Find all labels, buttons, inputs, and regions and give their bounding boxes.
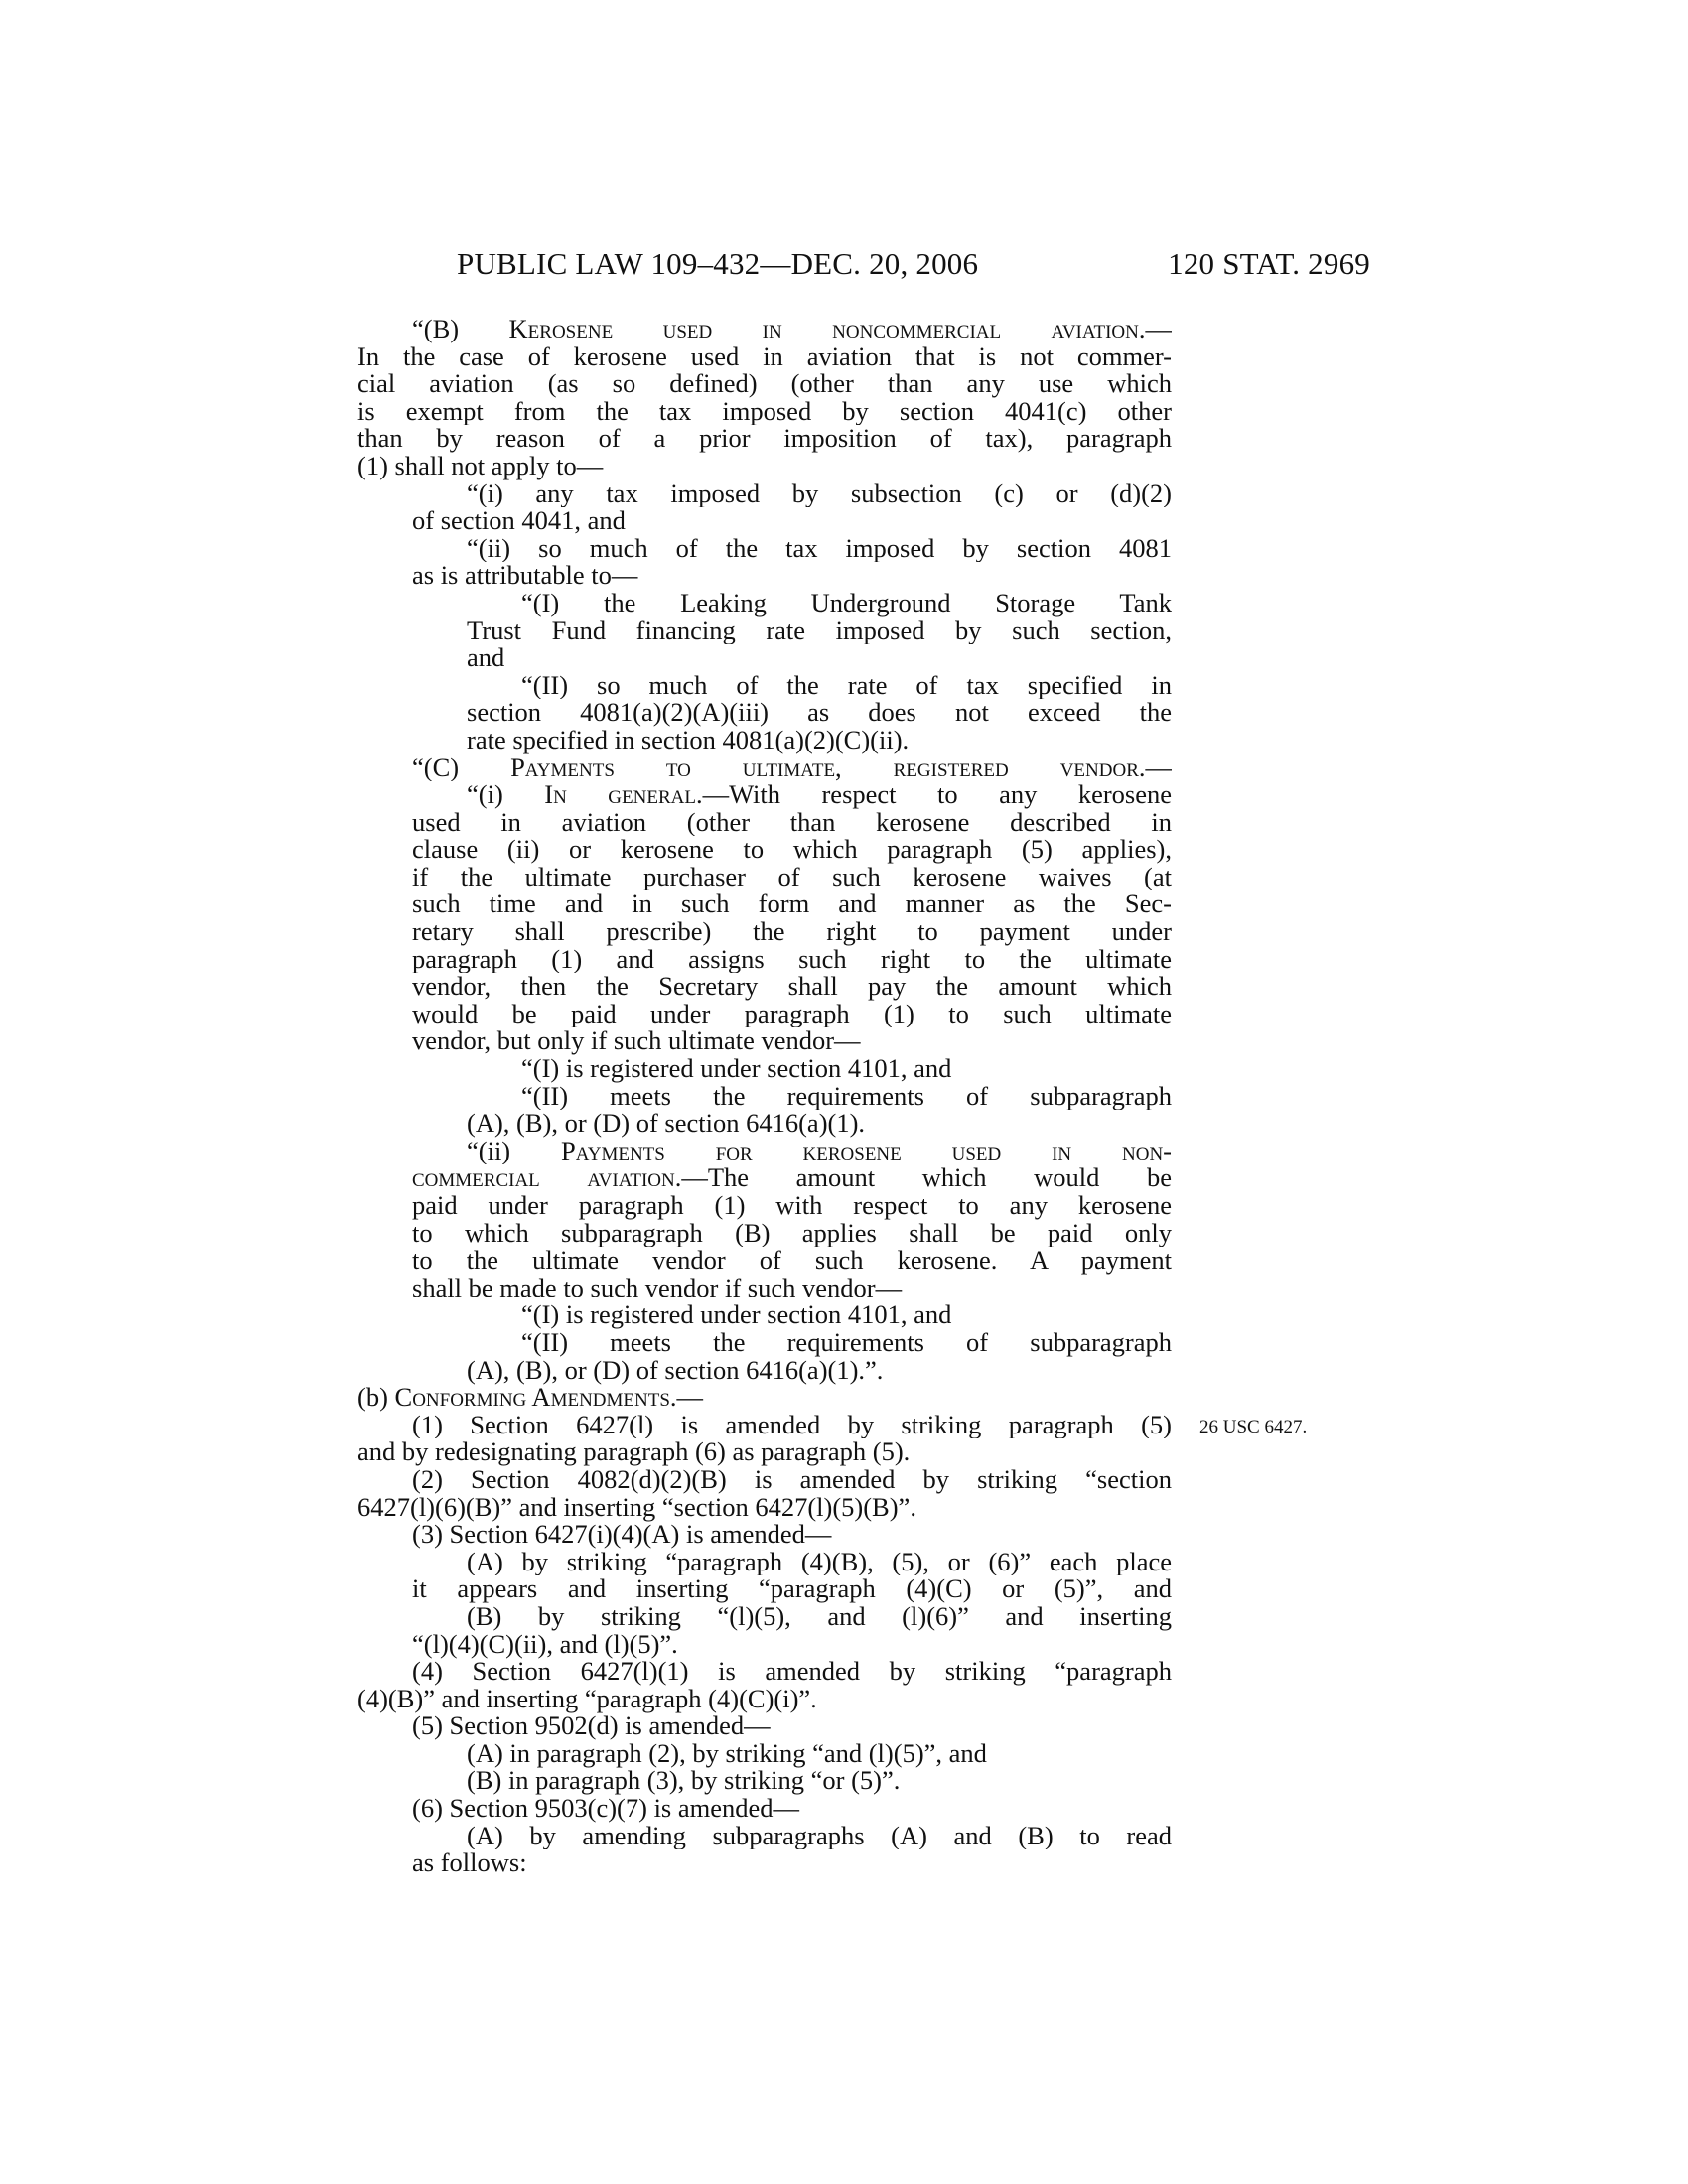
text-segment: section 4081(a)(2)(A)(iii) as does not exceed the [467, 699, 1172, 727]
text-segment: “(B) [412, 316, 509, 343]
small-caps-heading: Payments to ultimate, registered vendor [510, 753, 1139, 782]
text-segment: .— [1138, 316, 1172, 343]
text-line [357, 973, 1172, 1001]
text-segment: is exempt from the tax imposed by section 4041(c) other [357, 397, 1172, 426]
text-line [357, 535, 1172, 563]
text-line [357, 836, 1172, 864]
text-segment: to which subparagraph (B) applies shall be paid only [412, 1219, 1172, 1248]
text-line [357, 1164, 1172, 1192]
text-line [357, 1603, 1172, 1631]
text-line [357, 1795, 1172, 1823]
text-line [357, 672, 1172, 700]
text-line [357, 1466, 1172, 1494]
text-segment: retary shall prescribe) the right to payment under [412, 918, 1172, 946]
text-segment: “(I) the Leaking Underground Storage Tank [521, 589, 1172, 617]
text-segment: (A) by striking “paragraph (4)(B), (5), or (6)” each place [467, 1548, 1172, 1576]
text-line [357, 918, 1172, 946]
text-line [357, 316, 1172, 343]
text-segment: vendor, but only if such ultimate vendor— [412, 1025, 861, 1056]
text-line [357, 1737, 1172, 1768]
text-line [357, 754, 1172, 782]
text-line [357, 1301, 1172, 1329]
text-line [357, 890, 1172, 918]
text-line [357, 644, 1172, 672]
small-caps-heading: Kerosene used in noncommercial aviation [508, 316, 1139, 343]
text-line [357, 1192, 1172, 1220]
text-line [357, 1767, 1172, 1795]
text-line [357, 1329, 1172, 1357]
text-segment: used in aviation (other than kerosene described in [412, 808, 1172, 837]
running-header [457, 246, 1370, 286]
text-segment: “(II) meets the requirements of subparagraph [521, 1328, 1172, 1357]
text-segment: 6427(l)(6)(B)” and inserting “section 6427(l)(5)(B)”. [357, 1491, 916, 1522]
text-line [357, 1272, 1172, 1302]
text-segment: as is attributable to— [412, 560, 638, 591]
text-line [357, 699, 1172, 727]
margin-note: 26 USC 6427. [1199, 1417, 1308, 1437]
text-line [357, 617, 1172, 645]
text-segment: paragraph (1) and assigns such right to the ultimate [412, 945, 1172, 974]
text-line [357, 1220, 1172, 1248]
small-caps-heading: In general [544, 781, 696, 809]
text-segment: (A), (B), or (D) of section 6416(a)(1). [467, 1108, 866, 1139]
text-segment: (A), (B), or (D) of section 6416(a)(1).”. [467, 1354, 884, 1385]
text-segment: and by redesignating paragraph (6) as paragraph (5). [357, 1436, 911, 1467]
text-segment: to the ultimate vendor of such kerosene. A payment [412, 1247, 1172, 1275]
text-segment: (6) Section 9503(c)(7) is amended— [412, 1793, 800, 1824]
text-segment: “(ii) so much of the tax imposed by section 4081 [467, 534, 1172, 563]
text-segment: (B) by striking “(l)(5), and (l)(6)” and inserting [467, 1602, 1172, 1631]
text-segment: .— [669, 1382, 704, 1413]
text-segment: vendor, then the Secretary shall pay the amount which [412, 973, 1172, 1001]
text-segment: (2) Section 4082(d)(2)(B) is amended by striking “section [412, 1465, 1172, 1494]
text-line [357, 1384, 1172, 1412]
text-line [357, 1412, 1172, 1439]
text-line [357, 450, 1172, 480]
text-line [357, 1001, 1172, 1028]
text-line [357, 398, 1172, 426]
text-segment: as follows: [412, 1847, 527, 1878]
text-segment: Trust Fund financing rate imposed by such section, [467, 616, 1172, 645]
text-segment: “(II) so much of the rate of tax specified in [521, 671, 1172, 700]
text-line [357, 1247, 1172, 1275]
text-segment: (3) Section 6427(i)(4)(A) is amended— [412, 1519, 832, 1550]
text-segment: .—The amount which would be [674, 1164, 1172, 1192]
text-line [357, 480, 1172, 508]
text-segment: rate specified in section 4081(a)(2)(C)(ii). [467, 724, 910, 754]
text-segment: .— [1138, 753, 1172, 782]
text-segment: (1) Section 6427(l) is amended by striking paragraph (5) [412, 1411, 1172, 1439]
text-line [357, 507, 1172, 535]
text-segment: shall be made to such vendor if such vendor— [412, 1272, 903, 1302]
text-segment: if the ultimate purchaser of such kerosene waives (at [412, 863, 1172, 891]
text-segment: paid under paragraph (1) with respect to any kerosene [412, 1192, 1172, 1220]
text-segment: “(ii) [467, 1137, 562, 1165]
text-segment: (4) Section 6427(l)(1) is amended by striking “paragraph [412, 1658, 1172, 1686]
text-segment: .—With respect to any kerosene [695, 781, 1172, 809]
text-line [357, 1138, 1172, 1165]
text-line [357, 724, 1172, 754]
text-line [357, 864, 1172, 891]
text-segment: “(i) any tax imposed by subsection (c) or (d)(2) [467, 479, 1172, 508]
text-segment: (A) in paragraph (2), by striking “and (l)(5)”, and [467, 1737, 987, 1768]
text-line [357, 425, 1172, 453]
text-line [357, 946, 1172, 974]
text-segment: would be paid under paragraph (1) to such ultimate [412, 1000, 1172, 1028]
text-segment: (5) Section 9502(d) is amended— [412, 1710, 771, 1741]
text-line [357, 1575, 1172, 1603]
text-line [357, 1549, 1172, 1576]
text-line [357, 1628, 1172, 1659]
text-segment: it appears and inserting “paragraph (4)(C) or (5)”, and [412, 1575, 1172, 1603]
text-line [357, 1823, 1172, 1850]
text-segment: (A) by amending subparagraphs (A) and (B) to read [467, 1822, 1172, 1850]
text-line [357, 590, 1172, 617]
text-line [357, 1110, 1172, 1138]
text-line [357, 1354, 1172, 1385]
text-segment: “(i) [467, 781, 545, 809]
small-caps-heading: Conforming Amendments [394, 1382, 670, 1413]
text-segment: (b) [357, 1382, 395, 1413]
text-line [357, 1055, 1172, 1083]
text-line [357, 1658, 1172, 1686]
text-line [357, 1712, 1172, 1740]
text-segment: In the case of kerosene used in aviation that is not commer- [357, 342, 1172, 371]
text-segment: and [467, 642, 505, 673]
text-line [357, 1083, 1172, 1111]
small-caps-heading: commercial aviation [412, 1164, 675, 1192]
text-segment: than by reason of a prior imposition of tax), paragraph [357, 425, 1172, 453]
text-segment: “(II) meets the requirements of subparagraph [521, 1082, 1172, 1111]
text-line [357, 781, 1172, 809]
header-stat-page: 120 STAT. 2969 [1168, 246, 1370, 281]
text-line [357, 809, 1172, 837]
text-segment: (1) shall not apply to— [357, 450, 604, 480]
text-segment: (4)(B)” and inserting “paragraph (4)(C)(i)”. [357, 1683, 817, 1713]
text-line [357, 370, 1172, 398]
text-line [357, 1521, 1172, 1549]
header-law-citation: PUBLIC LAW 109–432—DEC. 20, 2006 [457, 246, 979, 281]
text-segment: “(I) is registered under section 4101, and [521, 1053, 952, 1084]
text-line [357, 343, 1172, 371]
text-segment: (B) in paragraph (3), by striking “or (5)”. [467, 1765, 901, 1796]
text-line [357, 1683, 1172, 1713]
text-segment: such time and in such form and manner as the Sec- [412, 890, 1172, 919]
text-line [357, 562, 1172, 590]
text-segment: “(C) [412, 753, 511, 782]
text-segment: clause (ii) or kerosene to which paragraph (5) applies), [412, 836, 1172, 864]
text-segment: cial aviation (as so defined) (other than any use which [357, 370, 1172, 398]
text-segment: “(l)(4)(C)(ii), and (l)(5)”. [412, 1628, 678, 1659]
text-line [357, 1491, 1172, 1522]
text-segment: “(I) is registered under section 4101, and [521, 1299, 952, 1330]
text-line [357, 1849, 1172, 1877]
text-line [357, 1438, 1172, 1466]
text-segment: of section 4041, and [412, 505, 626, 536]
text-line [357, 1027, 1172, 1055]
statute-body-text [357, 316, 1172, 1877]
small-caps-heading: Payments for kerosene used in non- [561, 1137, 1172, 1165]
